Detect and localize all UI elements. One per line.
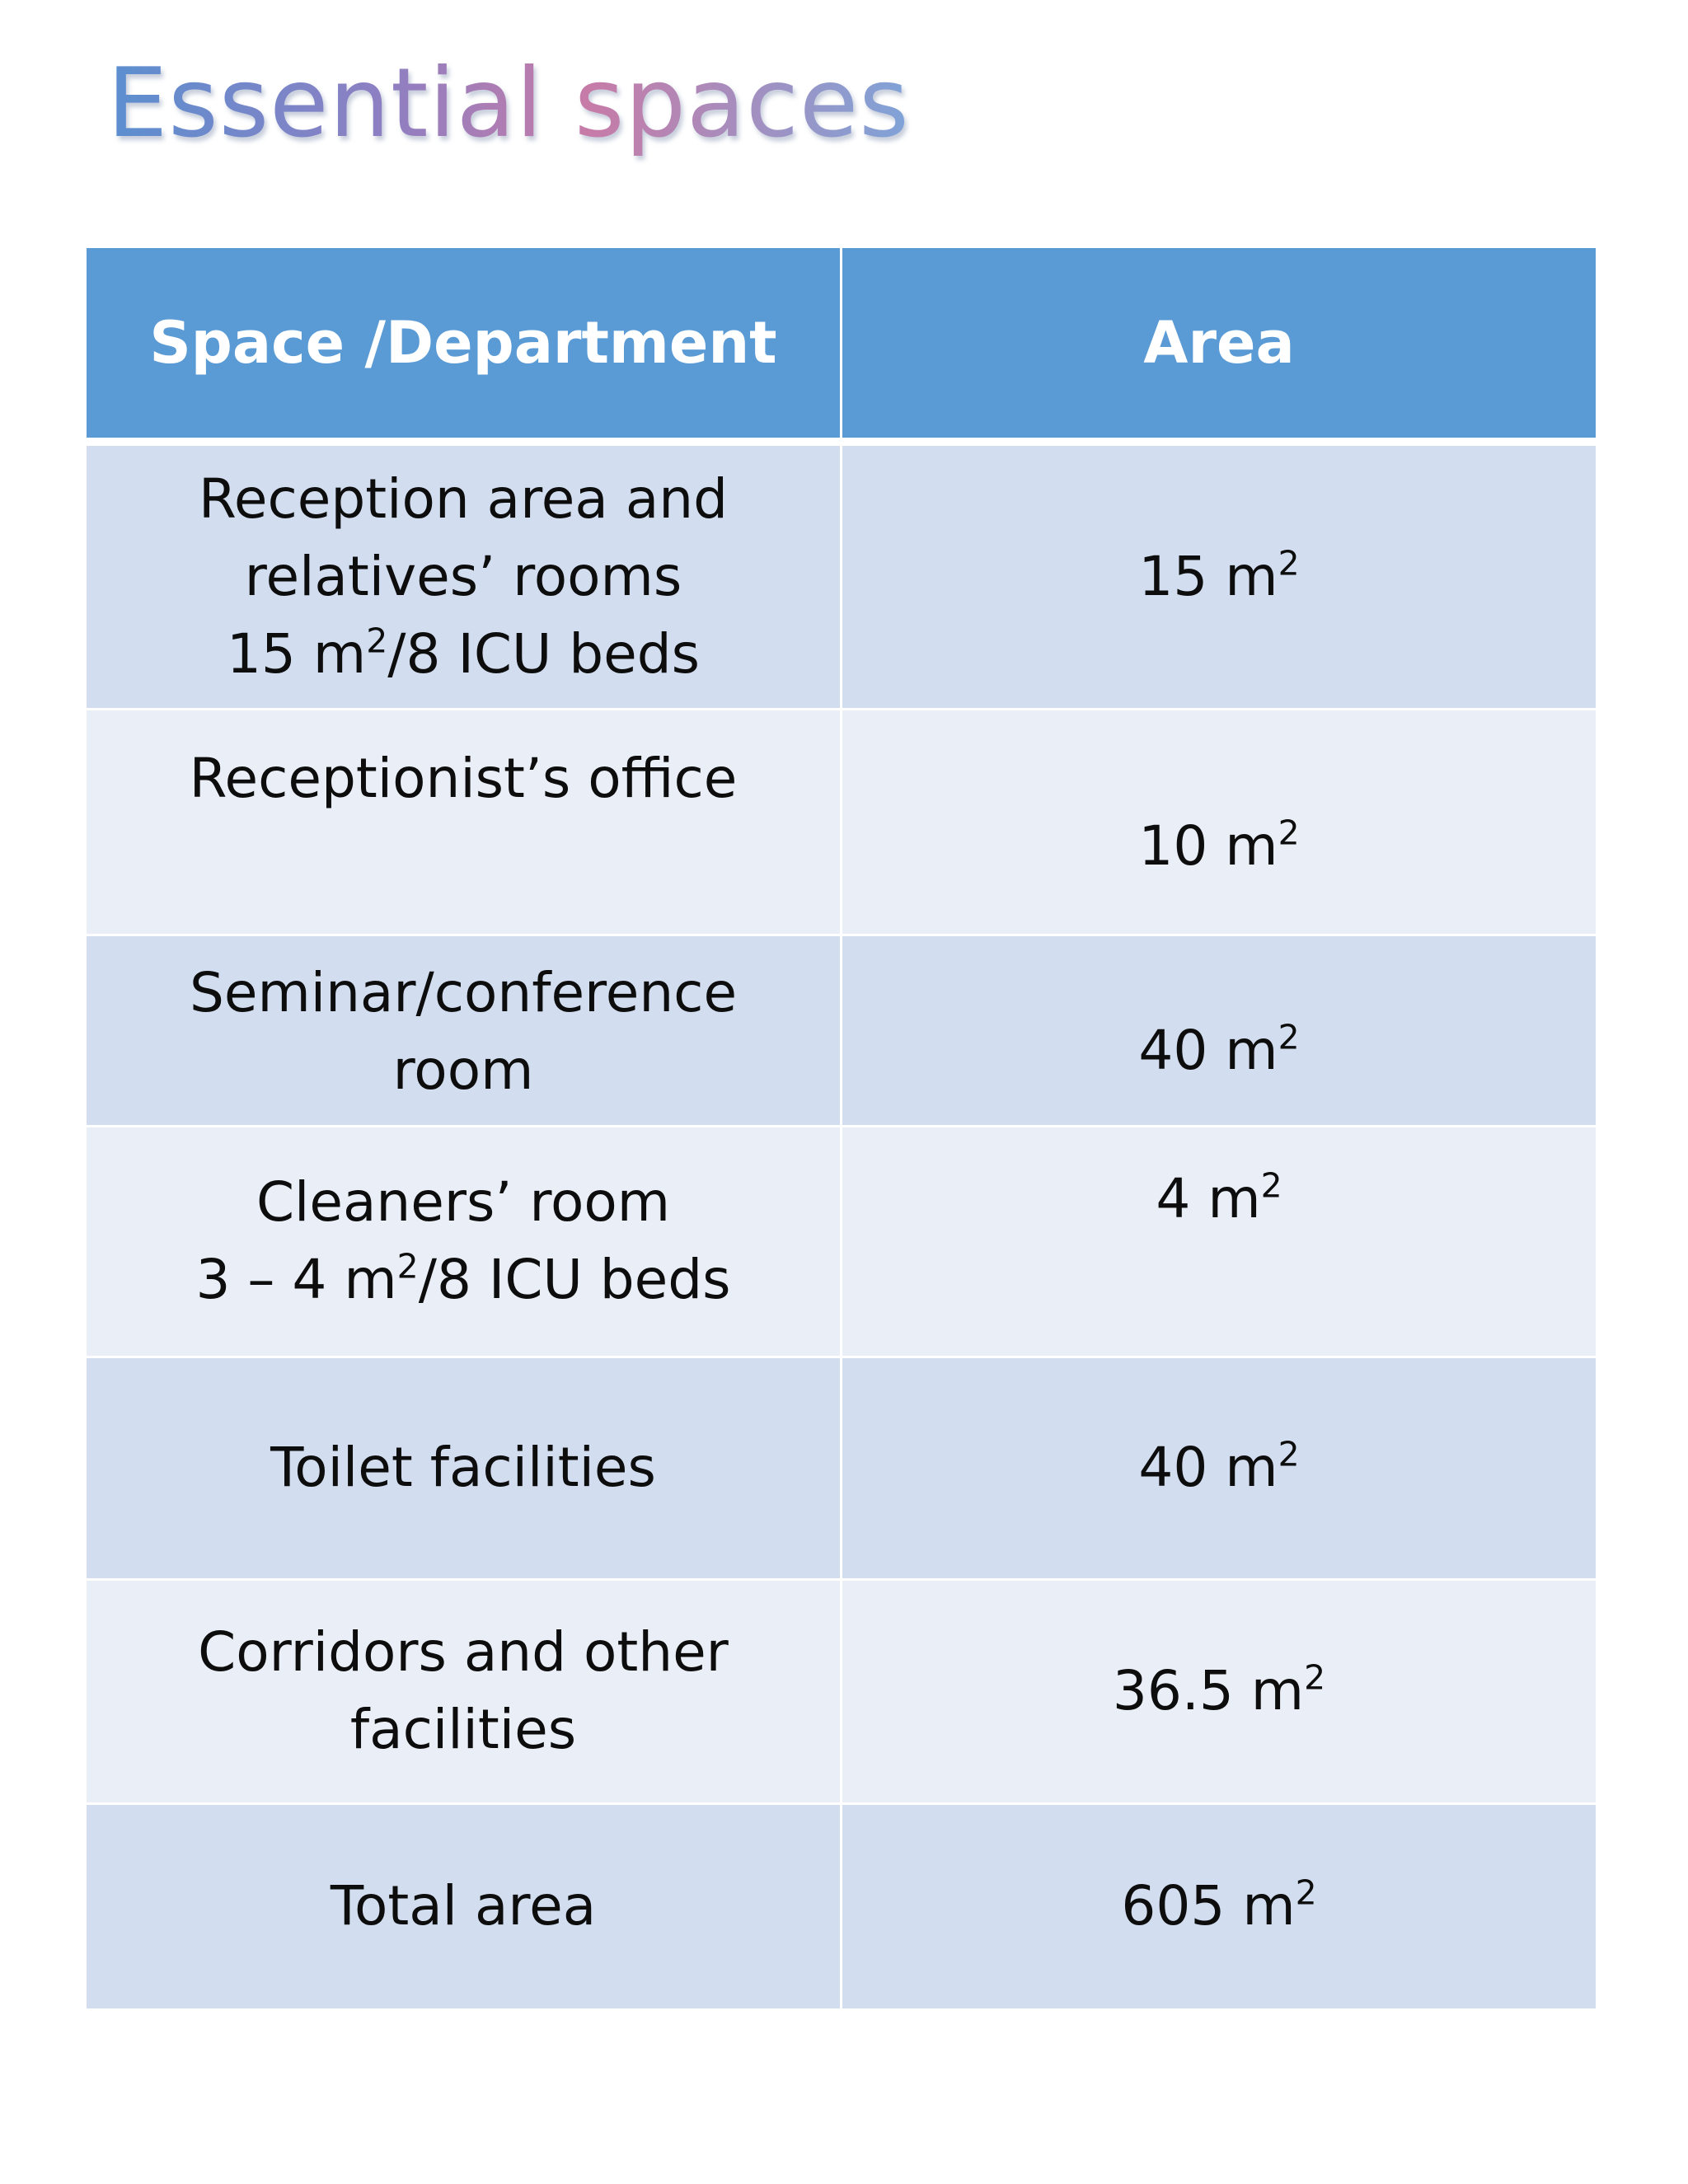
- table-row: [86, 1803, 1597, 2009]
- table-row: [86, 935, 1597, 1126]
- table-row: [86, 1357, 1597, 1579]
- spaces-table: [84, 246, 1598, 2011]
- space-cell: Toilet facilities: [86, 1357, 842, 1579]
- space-line: relatives’ rooms: [244, 544, 682, 608]
- area-cell: 40 $m^2$: [842, 1357, 1597, 1579]
- space-cell: Corridors and other facilities: [86, 1579, 842, 1803]
- slide-title: Essential spaces: [107, 48, 910, 159]
- table-row: [86, 442, 1597, 709]
- area-cell: 605 $m^2$: [842, 1803, 1597, 2009]
- table-row: [86, 1126, 1597, 1357]
- area-cell: 36.5 $m^2$: [842, 1579, 1597, 1803]
- space-cell: Total area: [86, 1803, 842, 2009]
- spaces-table-container: [84, 246, 1596, 2011]
- space-cell: Cleaners’ room 3 – 4 $m^2/8$ ICU beds: [86, 1126, 842, 1357]
- table-row: [86, 709, 1597, 935]
- header-area: Area: [842, 247, 1597, 443]
- area-cell: 15 $m^2$: [842, 442, 1597, 709]
- area-cell: 4 $m^2$: [842, 1126, 1597, 1357]
- space-line: Reception area and: [198, 466, 729, 531]
- area-cell: 10 $m^2$: [842, 709, 1597, 935]
- space-cell: Seminar/conference room: [86, 935, 842, 1126]
- table-header-row: [86, 247, 1597, 443]
- table-row: [86, 1579, 1597, 1803]
- space-cell: Receptionist’s office: [86, 709, 842, 935]
- space-line: 15 $m^2/8$ ICU beds: [226, 621, 701, 686]
- space-cell: [86, 442, 842, 709]
- area-cell: 40 $m^2$: [842, 935, 1597, 1126]
- header-space-department: Space /Department: [86, 247, 842, 443]
